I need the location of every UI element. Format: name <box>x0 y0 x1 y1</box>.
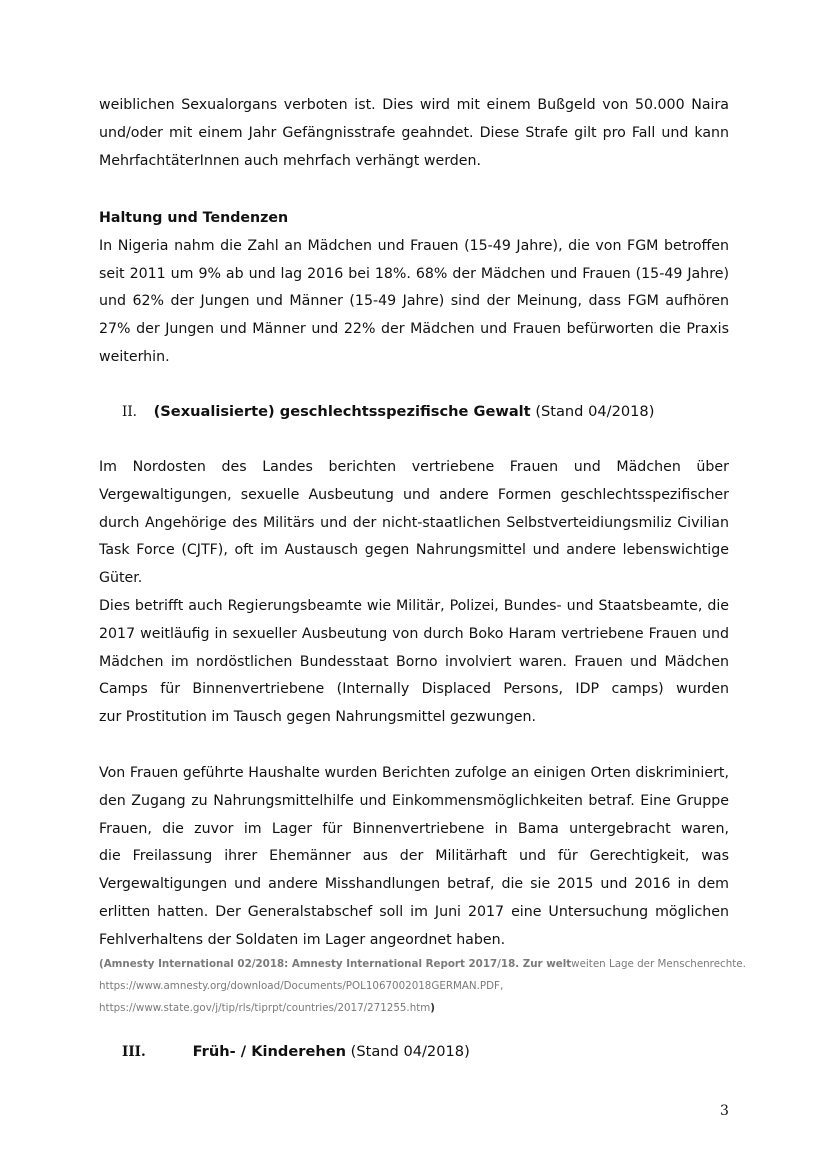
source-line <box>99 997 739 1019</box>
text-line: Mädchen im nordöstlichen Bundesstaat Borno involviert waren. Frauen und Mädchen <box>99 653 729 670</box>
text-line: Fehlverhaltens der Soldaten im Lager angeordnet haben. <box>99 931 506 948</box>
text-line: und/oder mit einem Jahr Gefängnisstrafe geahndet. Diese Strafe gilt pro Fall und kann <box>99 124 729 141</box>
text-line: Vergewaltigungen, sexuelle Ausbeutung und andere Formen geschlechtsspezifischer <box>99 486 729 503</box>
text-line: zur Prostitution im Tausch gegen Nahrungsmittel gezwungen. <box>99 709 536 726</box>
section-heading: Haltung und Tendenzen <box>99 210 289 226</box>
source-line <box>99 953 746 975</box>
text-line: erlitten hatten. Der Generalstabschef soll im Juni 2017 eine Untersuchung möglichen <box>99 903 729 920</box>
source-link[interactable]: https://www.state.gov/j/tip/rls/tiprpt/countries/2017/271255.htm <box>99 1002 431 1014</box>
source-link[interactable]: https://www.amnesty.org/download/Documents/POL1067002018GERMAN.PDF, <box>99 980 504 992</box>
page-number: 3 <box>720 1103 729 1119</box>
text-line: die Freilassung ihrer Ehemänner aus der Militärhaft und für Gerechtigkeit, was <box>99 848 729 865</box>
paragraph-gewalt-3 <box>99 760 729 955</box>
source-close: ) <box>430 1002 436 1014</box>
text-line: und 62% der Jungen und Männer (15-49 Jahre) sind der Meinung, dass FGM aufhören <box>99 293 729 310</box>
text-line: Von Frauen geführte Haushalte wurden Berichten zufolge an einigen Orten diskriminiert, <box>99 765 729 781</box>
section-stand: (Stand 04/2018) <box>350 1043 470 1060</box>
text-line: weiterhin. <box>99 348 170 365</box>
section-heading-iii <box>122 1043 470 1060</box>
section-haltung <box>99 205 729 372</box>
text-line: MehrfachtäterInnen auch mehrfach verhängt werden. <box>99 152 482 169</box>
paragraph-penalty <box>99 92 729 175</box>
text-line: Task Force (CJTF), oft im Austausch gegen Nahrungsmittel und andere lebenswichtige <box>99 542 729 559</box>
text-line: seit 2011 um 9% ab und lag 2016 bei 18%. 68% der Mädchen und Frauen (15-49 Jahre) <box>99 265 729 282</box>
text-line: Frauen, die zuvor im Lager für Binnenvertriebene in Bama untergebracht waren, <box>99 820 729 837</box>
text-line: durch Angehörige des Militärs und der nicht-staatlichen Selbstverteidiungsmiliz Civilian <box>99 514 729 531</box>
text-line: Camps für Binnenvertriebene (Internally Displaced Persons, IDP camps) wurden <box>99 681 729 698</box>
section-stand: (Stand 04/2018) <box>535 403 655 420</box>
paragraph-gewalt-1 <box>99 454 729 593</box>
text-line: Vergewaltigungen und andere Misshandlungen betraf, die sie 2015 und 2016 in dem <box>99 876 729 893</box>
text-line: Güter. <box>99 570 143 587</box>
text-line: 27% der Jungen und Männer und 22% der Mädchen und Frauen befürworten die Praxis <box>99 321 729 338</box>
source-title-rest: weiten Lage der Menschenrechte. <box>571 958 746 970</box>
section-heading-ii <box>122 403 654 420</box>
section-title: (Sexualisierte) geschlechtsspezifische Gewalt <box>153 403 531 420</box>
text-line: In Nigeria nahm die Zahl an Mädchen und Frauen (15-49 Jahre), die von FGM betroffen <box>99 237 729 254</box>
text-line: Dies betrifft auch Regierungsbeamte wie Militär, Polizei, Bundes- und Staatsbeamte, die <box>99 598 729 614</box>
source-title: (Amnesty International 02/2018: Amnesty International Report 2017/18. Zur welt <box>99 958 572 970</box>
source-citation <box>99 953 746 1019</box>
text-line: den Zugang zu Nahrungsmittelhilfe und Einkommensmöglichkeiten betraf. Eine Gruppe <box>99 792 729 809</box>
paragraph-gewalt-2 <box>99 593 729 732</box>
text-line: Im Nordosten des Landes berichten vertriebene Frauen und Mädchen über <box>99 459 729 475</box>
text-line: weiblichen Sexualorgans verboten ist. Dies wird mit einem Bußgeld von 50.000 Naira <box>99 97 729 113</box>
text-line: 2017 weitläufig in sexueller Ausbeutung von durch Boko Haram vertriebene Frauen und <box>99 625 729 642</box>
section-title: Früh- / Kinderehen <box>192 1043 347 1060</box>
section-number: II. <box>122 404 137 420</box>
section-number: III. <box>122 1044 146 1060</box>
